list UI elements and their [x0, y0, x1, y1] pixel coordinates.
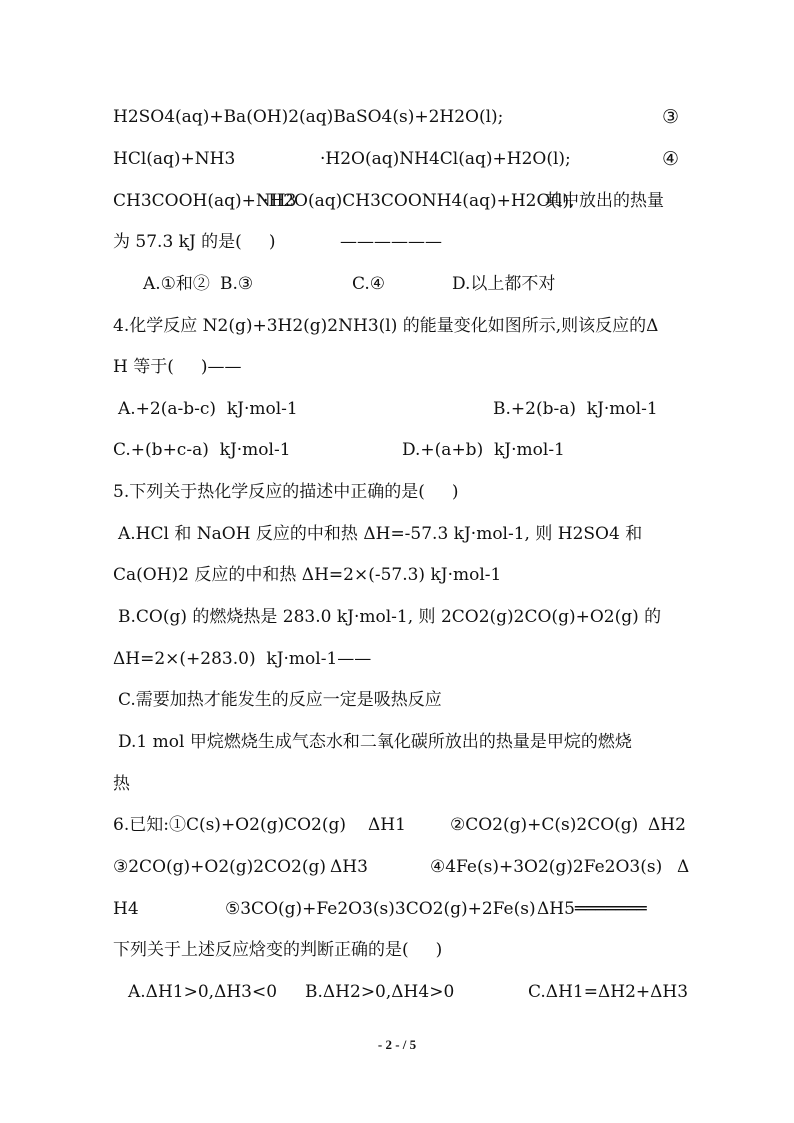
- line-6: [0, 312, 794, 340]
- line-1: [0, 103, 794, 131]
- option-5a-line-1: A.HCl 和 NaOH 反应的中和热 ΔH=-57.3 kJ·mol-1, 则 H2SO4 和: [118, 524, 643, 544]
- question-6-dh4-end: H4: [113, 899, 139, 919]
- question-6-prompt: 下列关于上述反应焓变的判断正确的是( ): [113, 940, 443, 960]
- option-4c: C.+(b+c-a) kJ·mol-1: [113, 440, 291, 460]
- option-5d-line-2: 热: [113, 774, 130, 794]
- line-7: [0, 353, 794, 381]
- line-21: [0, 936, 794, 964]
- option-4a: A.+2(a-b-c) kJ·mol-1: [118, 399, 298, 419]
- option-3c: C.④: [352, 274, 386, 294]
- equation-3-text: H2SO4(aq)+Ba(OH)2(aq)BaSO4(s)+2H2O(l);: [113, 107, 504, 127]
- line-15: [0, 686, 794, 714]
- option-6c: C.ΔH1=ΔH2+ΔH3: [528, 982, 689, 1002]
- line-4: [0, 228, 794, 256]
- line-10: [0, 478, 794, 506]
- line-13: [0, 603, 794, 631]
- circled-number-3: ③: [662, 106, 680, 128]
- line-17: [0, 770, 794, 798]
- question-6-reaction-4: ④4Fe(s)+3O2(g)2Fe2O3(s): [430, 857, 663, 877]
- question-6-dh2: ΔH2: [648, 815, 686, 835]
- line-8: [0, 395, 794, 423]
- question-4-stem: 4.化学反应 N2(g)+3H2(g)2NH3(l) 的能量变化如图所示,则该反应的Δ: [113, 316, 659, 336]
- option-4b: B.+2(b-a) kJ·mol-1: [493, 399, 658, 419]
- option-3b: B.③: [220, 274, 254, 294]
- option-3a: A.①和②: [143, 274, 210, 294]
- option-5b-line-2: ΔH=2×(+283.0) kJ·mol-1——: [113, 649, 372, 669]
- line-11: [0, 520, 794, 548]
- question-6-dh1: ΔH1: [368, 815, 406, 835]
- line-2: [0, 145, 794, 173]
- line-5: [0, 270, 794, 298]
- underline-dash: ——————: [340, 232, 442, 252]
- line-19: [0, 853, 794, 881]
- question-3-stem-end: 为 57.3 kJ 的是( ): [113, 232, 276, 252]
- question-6-reaction-1: 6.已知:①C(s)+O2(g)CO2(g): [113, 815, 346, 835]
- question-6-reaction-2: ②CO2(g)+C(s)2CO(g): [450, 815, 639, 835]
- page-number: - 2 - / 5: [377, 1037, 417, 1052]
- line-18: [0, 811, 794, 839]
- line-9: [0, 436, 794, 464]
- equation-4-part-a: HCl(aq)+NH3: [113, 149, 236, 169]
- question-4-stem-end: H 等于( )——: [113, 357, 242, 377]
- equation-5-part-c: 其中放出的热量: [545, 191, 664, 211]
- option-6a: A.ΔH1>0,ΔH3<0: [128, 982, 278, 1002]
- option-5c: C.需要加热才能发生的反应一定是吸热反应: [118, 690, 442, 710]
- question-6-reaction-5: ⑤3CO(g)+Fe2O3(s)3CO2(g)+2Fe(s): [225, 899, 536, 919]
- question-6-dh3: ΔH3: [330, 857, 368, 877]
- line-14: [0, 645, 794, 673]
- option-5a-line-2: Ca(OH)2 反应的中和热 ΔH=2×(-57.3) kJ·mol-1: [113, 565, 502, 585]
- line-20: [0, 895, 794, 923]
- question-6-dh4-part: Δ: [677, 857, 690, 877]
- question-6-dh5: ΔH5═══════: [537, 899, 647, 919]
- circled-number-4: ④: [662, 148, 680, 170]
- equation-5-part-b: ·H2O(aq)CH3COONH4(aq)+H2O(l),: [263, 191, 575, 211]
- line-16: [0, 728, 794, 756]
- question-6-reaction-3: ③2CO(g)+O2(g)2CO2(g): [113, 857, 327, 877]
- option-4d: D.+(a+b) kJ·mol-1: [402, 440, 565, 460]
- question-5-stem: 5.下列关于热化学反应的描述中正确的是( ): [113, 482, 459, 502]
- line-12: [0, 561, 794, 589]
- line-3: [0, 187, 794, 215]
- equation-5-part-a: CH3COOH(aq)+NH3: [113, 191, 297, 211]
- line-22: [0, 978, 794, 1006]
- option-5b-line-1: B.CO(g) 的燃烧热是 283.0 kJ·mol-1, 则 2CO2(g)2CO(g)+O2(g) 的: [118, 607, 662, 627]
- option-6b: B.ΔH2>0,ΔH4>0: [305, 982, 455, 1002]
- option-5d-line-1: D.1 mol 甲烷燃烧生成气态水和二氧化碳所放出的热量是甲烷的燃烧: [118, 732, 632, 752]
- option-3d: D.以上都不对: [452, 274, 556, 294]
- equation-4-part-b: ·H2O(aq)NH4Cl(aq)+H2O(l);: [320, 149, 571, 169]
